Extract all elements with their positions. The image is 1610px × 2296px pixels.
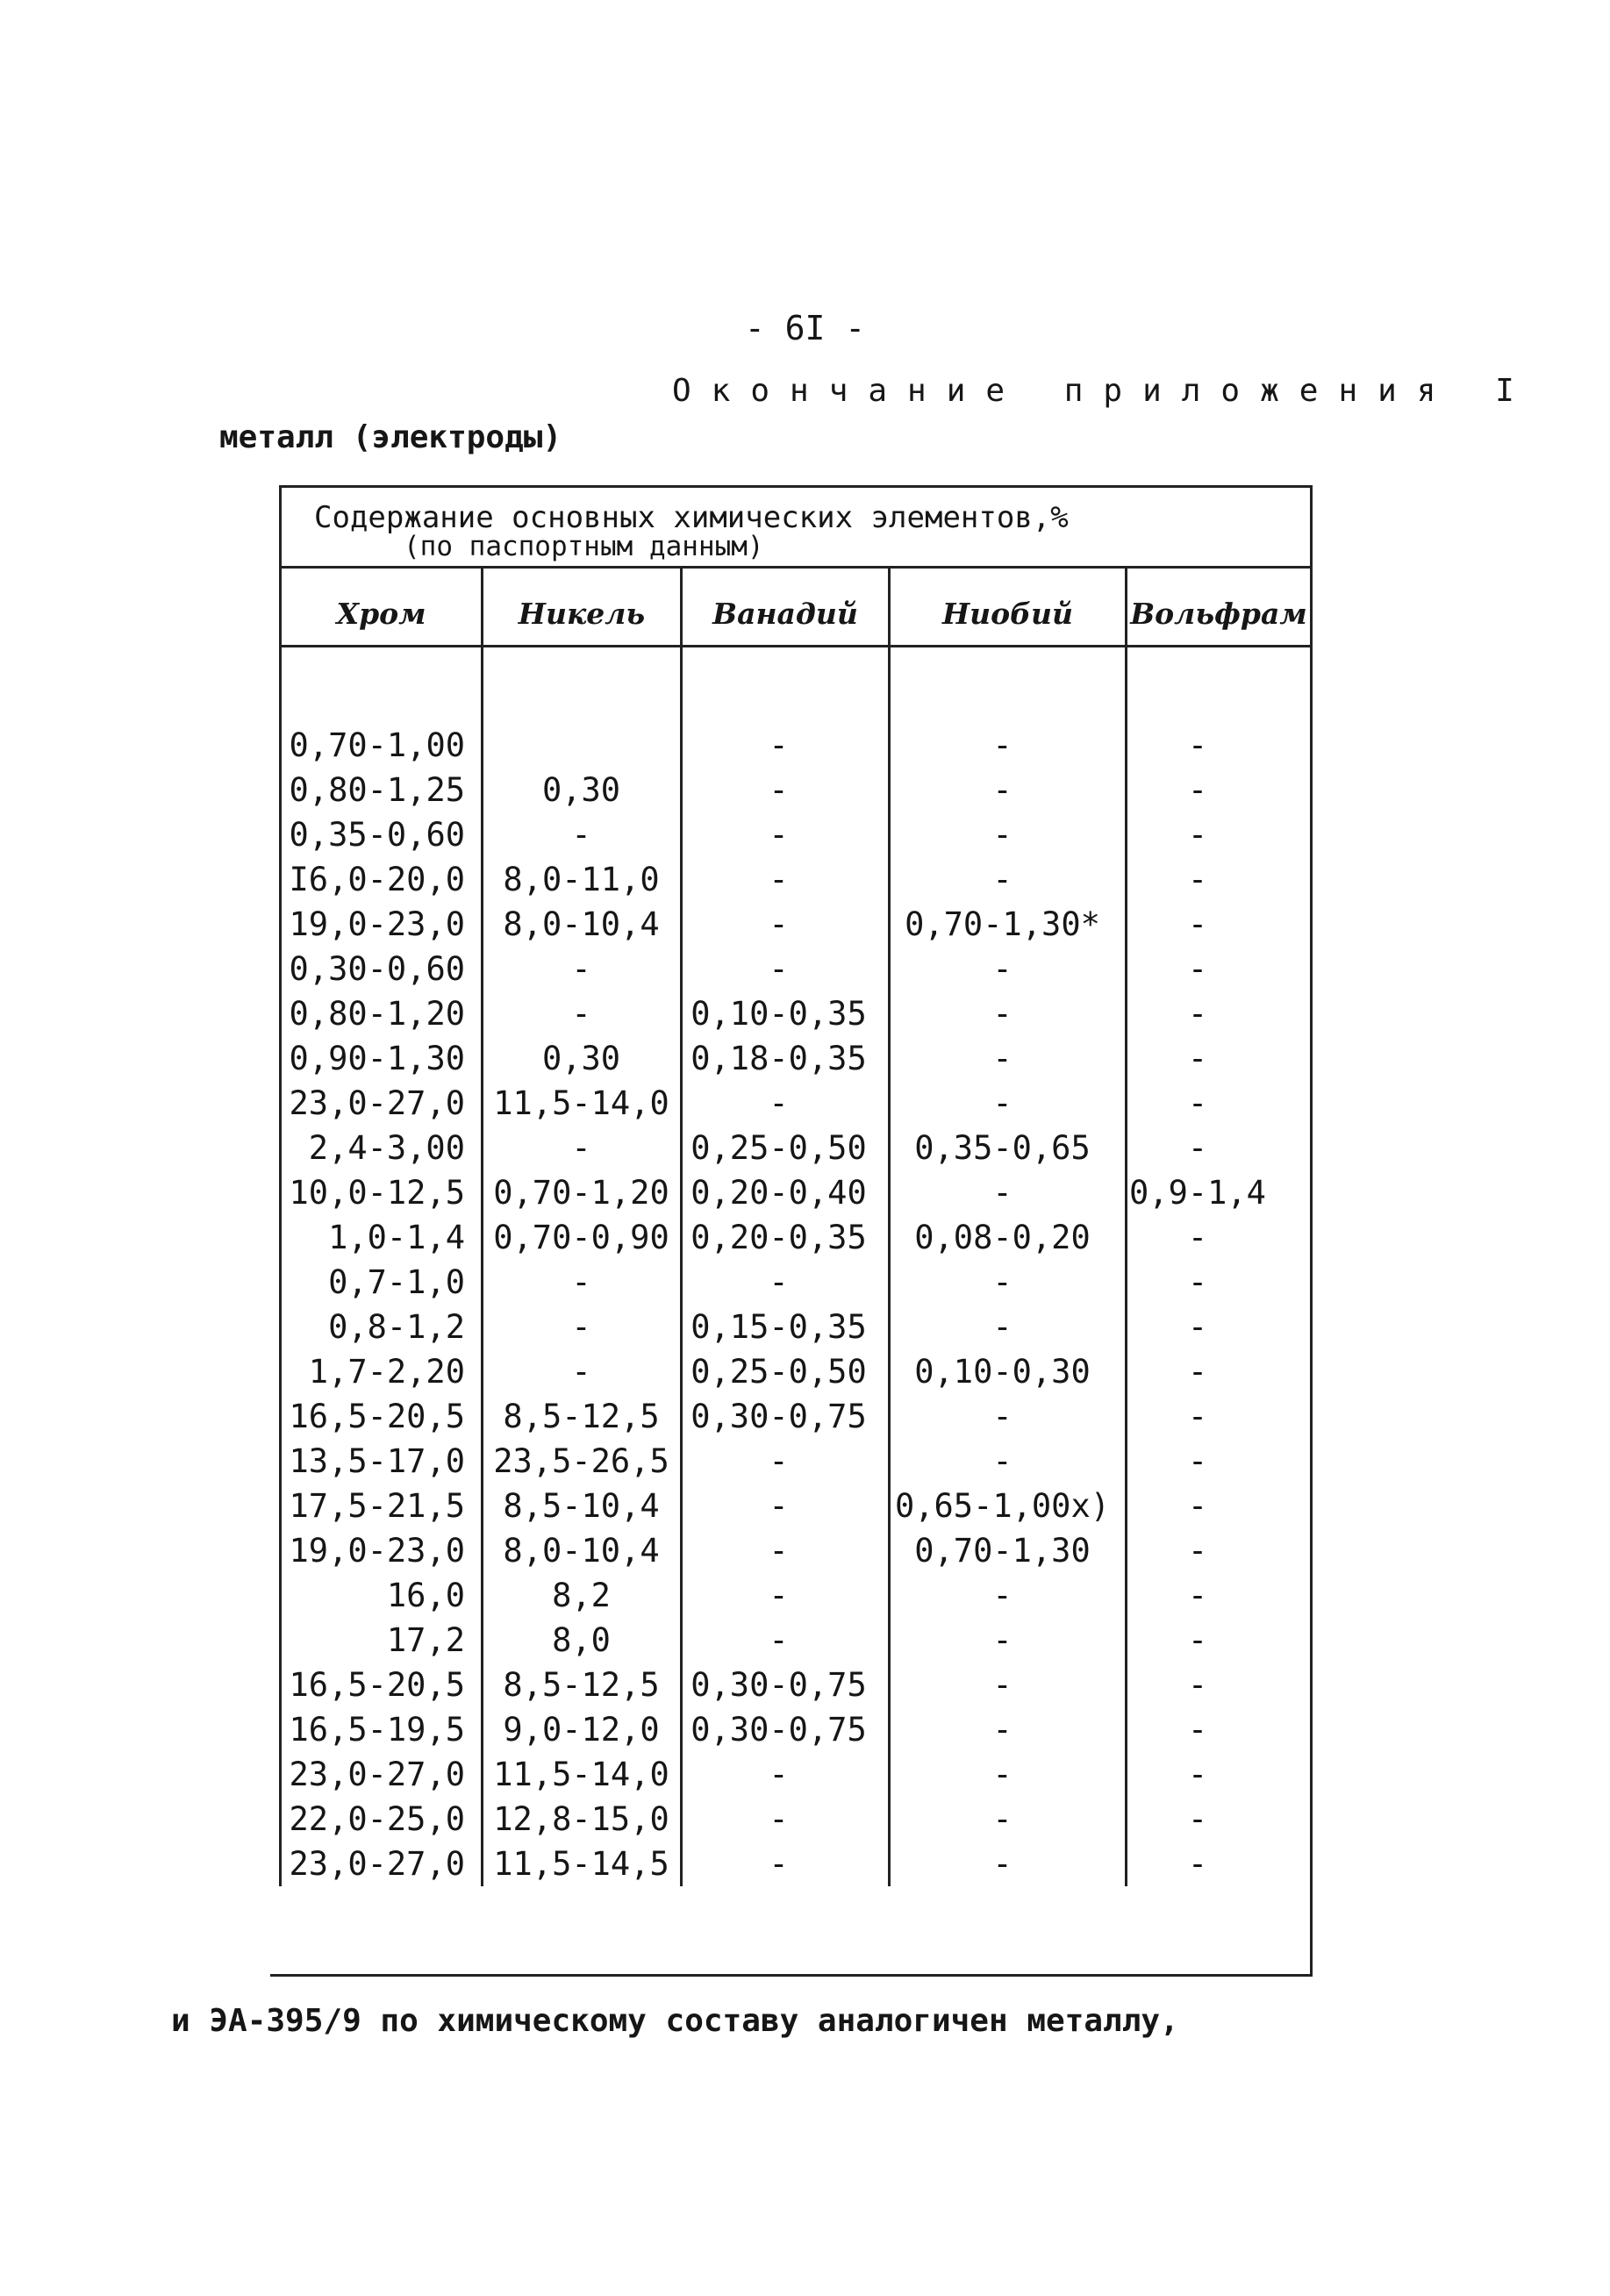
table-caption-note: (по паспортным данным)	[404, 531, 764, 562]
cell-vanadium: -	[769, 950, 789, 988]
cell-nickel: 23,5-26,5	[493, 1442, 669, 1480]
table-caption: Содержание основных химических элементов,%	[314, 500, 1069, 535]
table-row	[0, 1349, 1610, 1394]
cell-tungsten: -	[1187, 1666, 1208, 1704]
appendix-heading: Окончание приложения I	[672, 373, 1535, 409]
cell-chromium: 0,7-1,0	[328, 1263, 465, 1301]
table-row	[0, 947, 1610, 991]
cell-vanadium: -	[769, 1756, 789, 1793]
cell-chromium: 16,5-20,5	[289, 1666, 465, 1704]
cell-vanadium: -	[769, 1263, 789, 1301]
cell-vanadium: 0,30-0,75	[691, 1398, 867, 1435]
table-row	[0, 1305, 1610, 1349]
table-row	[0, 768, 1610, 812]
cell-vanadium: -	[769, 771, 789, 809]
cell-vanadium: -	[769, 816, 789, 854]
cell-niobium: 0,10-0,30	[914, 1353, 1091, 1391]
cell-niobium: -	[992, 1174, 1013, 1212]
cell-niobium: 0,70-1,30*	[905, 905, 1100, 943]
cell-chromium: 16,0	[386, 1577, 465, 1614]
cell-nickel: -	[571, 1129, 591, 1167]
cell-chromium: 23,0-27,0	[289, 1756, 465, 1793]
column-header-vanadium: Ванадий	[712, 597, 858, 631]
cell-niobium: -	[992, 1756, 1013, 1793]
cell-chromium: 23,0-27,0	[289, 1845, 465, 1883]
cell-chromium: 10,0-12,5	[289, 1174, 465, 1212]
cell-tungsten: -	[1187, 1308, 1208, 1346]
cell-chromium: 13,5-17,0	[289, 1442, 465, 1480]
cell-vanadium: -	[769, 1577, 789, 1614]
cell-vanadium: -	[769, 1442, 789, 1480]
cell-niobium: 0,65-1,00x)	[894, 1487, 1111, 1525]
cell-nickel: 0,70-0,90	[493, 1219, 669, 1256]
cell-vanadium: -	[769, 1487, 789, 1525]
cell-chromium: 19,0-23,0	[289, 905, 465, 943]
cell-tungsten: -	[1187, 905, 1208, 943]
cell-vanadium: -	[769, 1084, 789, 1122]
cell-nickel: 11,5-14,0	[493, 1084, 669, 1122]
cell-vanadium: -	[769, 1532, 789, 1570]
cell-niobium: -	[992, 1577, 1013, 1614]
cell-niobium: -	[992, 1845, 1013, 1883]
cell-tungsten: -	[1187, 1129, 1208, 1167]
cell-tungsten: -	[1187, 726, 1208, 764]
column-header-tungsten: Вольфрам	[1130, 597, 1307, 631]
table-row	[0, 1260, 1610, 1305]
cell-niobium: 0,35-0,65	[914, 1129, 1091, 1167]
cell-nickel: 8,5-12,5	[503, 1666, 660, 1704]
column-header-nickel: Никель	[518, 597, 646, 631]
table-row	[0, 1484, 1610, 1528]
table-row	[0, 1752, 1610, 1797]
cell-nickel: 11,5-14,0	[493, 1756, 669, 1793]
cell-tungsten: -	[1187, 1621, 1208, 1659]
cell-nickel: -	[571, 1263, 591, 1301]
cell-niobium: 0,08-0,20	[914, 1219, 1091, 1256]
cell-nickel: 8,5-10,4	[503, 1487, 660, 1525]
cell-chromium: 0,30-0,60	[289, 950, 465, 988]
cell-niobium: -	[992, 1442, 1013, 1480]
cell-chromium: 1,7-2,20	[308, 1353, 465, 1391]
cell-nickel: 9,0-12,0	[503, 1711, 660, 1749]
cell-niobium: 0,70-1,30	[914, 1532, 1091, 1570]
cell-tungsten: 0,9-1,4	[1129, 1174, 1266, 1212]
cell-nickel: 12,8-15,0	[493, 1800, 669, 1838]
cell-chromium: 2,4-3,00	[308, 1129, 465, 1167]
cell-tungsten: -	[1187, 1263, 1208, 1301]
cell-niobium: -	[992, 1084, 1013, 1122]
table-row	[0, 991, 1610, 1036]
cell-vanadium: 0,18-0,35	[691, 1040, 867, 1077]
cell-vanadium: 0,25-0,50	[691, 1129, 867, 1167]
cell-chromium: 23,0-27,0	[289, 1084, 465, 1122]
cell-tungsten: -	[1187, 1577, 1208, 1614]
cell-tungsten: -	[1187, 1845, 1208, 1883]
cell-chromium: 0,35-0,60	[289, 816, 465, 854]
cell-nickel: 8,0-10,4	[503, 905, 660, 943]
cell-tungsten: -	[1187, 861, 1208, 898]
cell-chromium: 17,5-21,5	[289, 1487, 465, 1525]
cell-nickel: 0,30	[541, 1040, 621, 1077]
cell-tungsten: -	[1187, 1756, 1208, 1793]
cell-nickel: -	[571, 816, 591, 854]
cell-chromium: 1,0-1,4	[328, 1219, 465, 1256]
cell-tungsten: -	[1187, 1353, 1208, 1391]
table-row	[0, 723, 1610, 768]
cell-niobium: -	[992, 1040, 1013, 1077]
cell-vanadium: 0,20-0,35	[691, 1219, 867, 1256]
cell-tungsten: -	[1187, 1532, 1208, 1570]
cell-niobium: -	[992, 950, 1013, 988]
footer-note: и ЭА-395/9 по химическому составу аналогичен металлу,	[171, 2003, 1179, 2039]
cell-tungsten: -	[1187, 1800, 1208, 1838]
table-row	[0, 1842, 1610, 1886]
table-row	[0, 1663, 1610, 1707]
cell-nickel: 0,70-1,20	[493, 1174, 669, 1212]
table-row	[0, 857, 1610, 902]
cell-niobium: -	[992, 1398, 1013, 1435]
cell-tungsten: -	[1187, 1084, 1208, 1122]
cell-vanadium: 0,10-0,35	[691, 995, 867, 1033]
cell-niobium: -	[992, 816, 1013, 854]
cell-chromium: 0,8-1,2	[328, 1308, 465, 1346]
cell-chromium: 16,5-19,5	[289, 1711, 465, 1749]
cell-nickel: 8,0-11,0	[503, 861, 660, 898]
cell-niobium: -	[992, 726, 1013, 764]
cell-tungsten: -	[1187, 950, 1208, 988]
cell-tungsten: -	[1187, 771, 1208, 809]
cell-chromium: 0,90-1,30	[289, 1040, 465, 1077]
table-row	[0, 1707, 1610, 1752]
page-number: - 6I -	[744, 309, 866, 347]
cell-tungsten: -	[1187, 816, 1208, 854]
cell-nickel: 0,30	[541, 771, 621, 809]
cell-niobium: -	[992, 1263, 1013, 1301]
cell-niobium: -	[992, 995, 1013, 1033]
cell-nickel: -	[571, 1353, 591, 1391]
cell-nickel: 8,0	[552, 1621, 611, 1659]
cell-vanadium: 0,30-0,75	[691, 1666, 867, 1704]
table-row	[0, 1036, 1610, 1081]
cell-vanadium: 0,15-0,35	[691, 1308, 867, 1346]
column-header-chromium: Хром	[336, 597, 426, 631]
cell-niobium: -	[992, 1711, 1013, 1749]
cell-vanadium: -	[769, 1621, 789, 1659]
cell-chromium: 0,70-1,00	[289, 726, 465, 764]
cell-vanadium: 0,30-0,75	[691, 1711, 867, 1749]
cell-chromium: 19,0-23,0	[289, 1532, 465, 1570]
cell-niobium: -	[992, 1666, 1013, 1704]
cell-tungsten: -	[1187, 1487, 1208, 1525]
section-subtitle: металл (электроды)	[219, 419, 562, 455]
cell-vanadium: -	[769, 726, 789, 764]
cell-nickel	[487, 723, 676, 768]
cell-nickel: -	[571, 1308, 591, 1346]
cell-chromium: 0,80-1,25	[289, 771, 465, 809]
table-row	[0, 1126, 1610, 1170]
cell-nickel: 8,5-12,5	[503, 1398, 660, 1435]
cell-niobium: -	[992, 1621, 1013, 1659]
cell-tungsten: -	[1187, 1398, 1208, 1435]
cell-tungsten: -	[1187, 995, 1208, 1033]
cell-chromium: 16,5-20,5	[289, 1398, 465, 1435]
table-row	[0, 902, 1610, 947]
cell-tungsten: -	[1187, 1442, 1208, 1480]
cell-vanadium: 0,25-0,50	[691, 1353, 867, 1391]
cell-chromium: 0,80-1,20	[289, 995, 465, 1033]
column-header-niobium: Ниобий	[942, 597, 1073, 631]
cell-tungsten: -	[1187, 1711, 1208, 1749]
cell-niobium: -	[992, 1800, 1013, 1838]
cell-nickel: 11,5-14,5	[493, 1845, 669, 1883]
cell-chromium: I6,0-20,0	[289, 861, 465, 898]
cell-nickel: -	[571, 995, 591, 1033]
cell-nickel: 8,2	[552, 1577, 611, 1614]
table-row	[0, 812, 1610, 857]
cell-niobium: -	[992, 1308, 1013, 1346]
table-row	[0, 1528, 1610, 1573]
table-row	[0, 1618, 1610, 1663]
cell-nickel: 8,0-10,4	[503, 1532, 660, 1570]
cell-vanadium: -	[769, 1800, 789, 1838]
cell-vanadium: 0,20-0,40	[691, 1174, 867, 1212]
table-row	[0, 1081, 1610, 1126]
table-row	[0, 1439, 1610, 1484]
cell-niobium: -	[992, 771, 1013, 809]
table-row	[0, 1573, 1610, 1618]
table-row	[0, 1215, 1610, 1260]
cell-chromium: 17,2	[386, 1621, 465, 1659]
cell-chromium: 22,0-25,0	[289, 1800, 465, 1838]
cell-vanadium: -	[769, 905, 789, 943]
cell-vanadium: -	[769, 1845, 789, 1883]
table-row	[0, 1170, 1610, 1215]
table-row	[0, 1797, 1610, 1842]
cell-nickel: -	[571, 950, 591, 988]
cell-tungsten: -	[1187, 1040, 1208, 1077]
table-row	[0, 1394, 1610, 1439]
cell-niobium: -	[992, 861, 1013, 898]
cell-vanadium: -	[769, 861, 789, 898]
cell-tungsten: -	[1187, 1219, 1208, 1256]
